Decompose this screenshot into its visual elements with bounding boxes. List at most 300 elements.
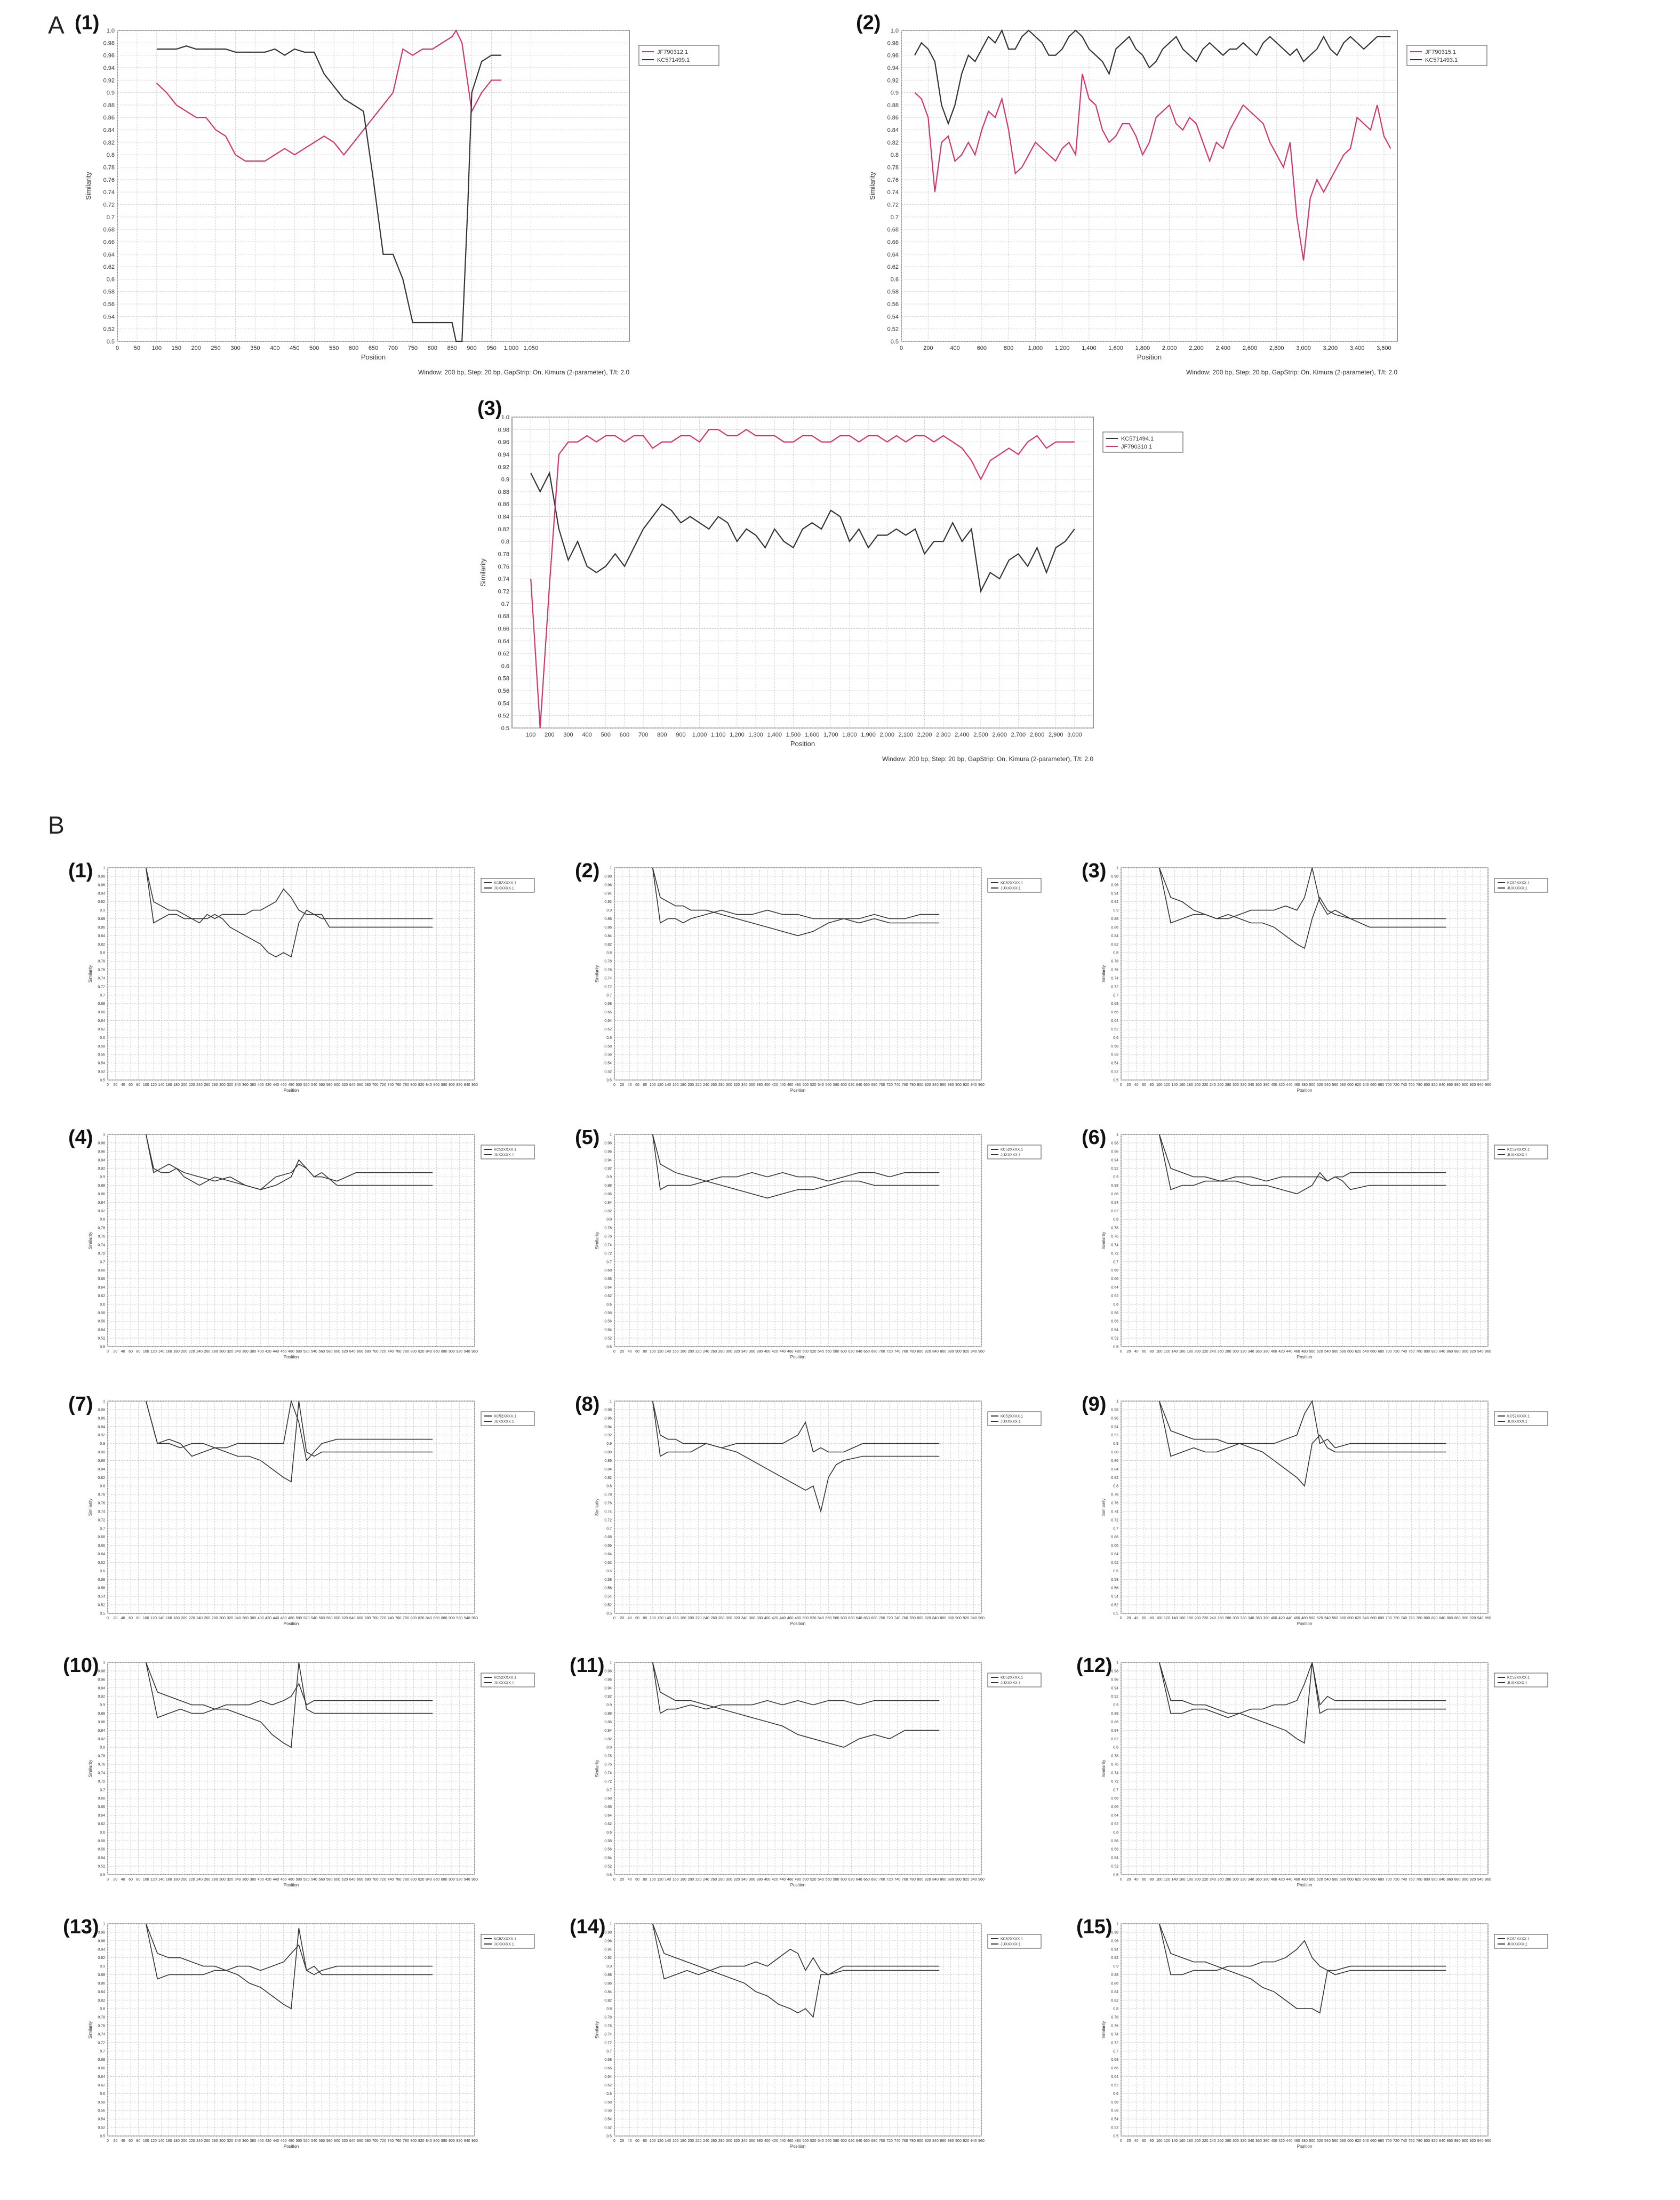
x-tick-label: 1,100 [711, 732, 726, 738]
x-tick-label: 740 [387, 1617, 394, 1620]
x-tick-label: 420 [1278, 1350, 1285, 1354]
x-tick-label: 680 [1378, 1617, 1385, 1620]
y-tick-label: 0.8 [606, 951, 612, 955]
y-tick-label: 0.62 [887, 264, 899, 271]
x-tick-label: 2,800 [1269, 345, 1284, 351]
x-tick-label: 520 [1316, 1617, 1323, 1620]
x-tick-label: 240 [703, 1878, 709, 1882]
x-tick-label: 700 [1385, 2139, 1392, 2143]
y-tick-label: 0.66 [604, 2067, 612, 2071]
y-tick-label: 0.66 [1111, 2067, 1118, 2071]
panel-label-b13: (13) [63, 1916, 99, 1938]
y-tick-label: 0.68 [498, 613, 509, 620]
y-tick-label: 0.8 [100, 1484, 105, 1489]
y-tick-label: 0.9 [1113, 1703, 1118, 1708]
y-tick-label: 0.86 [98, 1192, 105, 1196]
y-tick-label: 0.62 [98, 1294, 105, 1298]
x-tick-label: 760 [1408, 1083, 1415, 1087]
x-tick-label: 820 [418, 1617, 425, 1620]
x-tick-label: 60 [635, 1878, 639, 1882]
x-tick-label: 540 [818, 2139, 824, 2143]
x-tick-label: 300 [1233, 1617, 1239, 1620]
x-tick-label: 580 [1339, 2139, 1346, 2143]
y-tick-label: 0.94 [98, 892, 105, 896]
x-tick-label: 100 [649, 2139, 656, 2143]
chart-b9 [1099, 1395, 1568, 1645]
x-tick-label: 560 [318, 1878, 325, 1882]
x-tick-label: 580 [833, 1083, 839, 1087]
x-tick-label: 360 [749, 1350, 755, 1354]
x-tick-label: 60 [635, 1083, 639, 1087]
x-tick-label: 860 [940, 1878, 947, 1882]
y-tick-label: 0.88 [98, 1451, 105, 1455]
panel-label-a1: (1) [75, 12, 100, 34]
x-tick-label: 1,050 [523, 345, 539, 351]
x-tick-label: 320 [227, 1878, 234, 1882]
x-tick-label: 100 [1156, 1617, 1163, 1620]
x-tick-label: 620 [1355, 2139, 1362, 2143]
y-tick-label: 0.96 [604, 1417, 612, 1421]
x-tick-label: 880 [441, 2139, 447, 2143]
x-tick-label: 200 [1194, 2139, 1201, 2143]
legend-label-2: JUXXXXX.1 [494, 1681, 514, 1685]
y-tick-label: 0.78 [1111, 2015, 1118, 2020]
y-tick-label: 0.62 [604, 1027, 612, 1031]
x-tick-label: 520 [1316, 1083, 1323, 1087]
y-tick-label: 0.98 [604, 875, 612, 879]
x-tick-label: 820 [1431, 1083, 1438, 1087]
x-tick-label: 500 [295, 1350, 302, 1354]
x-tick-label: 600 [334, 1617, 340, 1620]
y-tick-label: 0.64 [1111, 1553, 1118, 1557]
x-tick-label: 360 [242, 1350, 249, 1354]
y-tick-label: 0.6 [606, 1302, 612, 1307]
x-tick-label: 600 [1347, 2139, 1354, 2143]
x-tick-label: 200 [545, 732, 555, 738]
y-tick-label: 0.56 [1111, 1053, 1118, 1057]
y-tick-label: 0.54 [887, 314, 899, 321]
x-tick-label: 280 [1225, 2139, 1231, 2143]
y-tick-label: 0.66 [103, 239, 115, 246]
y-tick-label: 0.52 [98, 2126, 105, 2130]
y-tick-label: 0.88 [1111, 1184, 1118, 1188]
x-tick-label: 920 [456, 1083, 463, 1087]
x-tick-label: 60 [635, 2139, 639, 2143]
y-tick-label: 0.54 [604, 1061, 612, 1066]
legend-label-1: KC52XXXX.1 [1001, 1414, 1023, 1419]
chart-b8 [592, 1395, 1061, 1645]
x-tick-label: 680 [871, 1617, 878, 1620]
x-tick-label: 1,800 [1135, 345, 1150, 351]
x-tick-label: 820 [924, 1083, 931, 1087]
plot-area [614, 868, 981, 1080]
x-tick-label: 640 [855, 1878, 862, 1882]
y-tick-label: 0.88 [98, 1973, 105, 1978]
x-tick-label: 640 [1362, 1083, 1369, 1087]
y-tick-label: 0.5 [1113, 1873, 1118, 1877]
x-tick-label: 580 [326, 1617, 333, 1620]
y-tick-label: 0.6 [100, 1830, 105, 1835]
x-axis-label: Position [790, 1088, 806, 1093]
x-tick-label: 40 [627, 1083, 632, 1087]
x-tick-label: 100 [142, 1878, 149, 1882]
x-tick-label: 340 [1247, 1350, 1254, 1354]
x-tick-label: 680 [364, 2139, 371, 2143]
y-tick-label: 0.86 [1111, 1192, 1118, 1196]
x-tick-label: 620 [848, 1350, 855, 1354]
plot-area [614, 1662, 981, 1875]
x-tick-label: 240 [196, 2139, 203, 2143]
y-tick-label: 0.66 [1111, 1544, 1118, 1548]
x-tick-label: 900 [955, 1617, 962, 1620]
y-tick-label: 0.96 [98, 1678, 105, 1682]
x-tick-label: 180 [173, 2139, 180, 2143]
x-axis-label: Position [283, 1621, 299, 1626]
y-tick-label: 0.88 [98, 917, 105, 922]
x-tick-label: 20 [113, 1083, 118, 1087]
x-tick-label: 100 [142, 1350, 149, 1354]
x-axis-label: Position [1297, 1883, 1313, 1887]
x-tick-label: 2,600 [992, 732, 1007, 738]
y-axis-label: Similarity [595, 2021, 599, 2039]
y-tick-label: 0.62 [98, 1561, 105, 1565]
y-tick-label: 0.64 [1111, 2075, 1118, 2079]
x-tick-label: 1,600 [1108, 345, 1123, 351]
y-tick-label: 0.86 [1111, 925, 1118, 930]
y-tick-label: 0.58 [604, 1839, 612, 1843]
x-tick-label: 480 [1301, 1617, 1308, 1620]
y-tick-label: 0.62 [98, 2083, 105, 2087]
y-tick-label: 0.76 [1111, 1763, 1118, 1767]
x-tick-label: 520 [810, 1878, 817, 1882]
y-tick-label: 0.94 [98, 1948, 105, 1952]
x-tick-label: 920 [963, 2139, 970, 2143]
y-tick-label: 0.72 [604, 1780, 612, 1784]
x-tick-label: 20 [1126, 2139, 1131, 2143]
y-tick-label: 0.72 [98, 1780, 105, 1784]
y-tick-label: 0.5 [890, 339, 899, 345]
y-tick-label: 0.8 [1113, 1746, 1118, 1750]
x-tick-label: 760 [901, 1350, 908, 1354]
y-tick-label: 0.54 [604, 1328, 612, 1332]
x-tick-label: 800 [410, 2139, 417, 2143]
y-tick-label: 0.82 [1111, 1209, 1118, 1213]
chart-b15 [1099, 1917, 1568, 2168]
x-tick-label: 620 [341, 1617, 348, 1620]
y-tick-label: 0.96 [604, 883, 612, 887]
chart-a1 [80, 24, 736, 392]
y-tick-label: 0.54 [1111, 1856, 1118, 1860]
x-tick-label: 2,700 [1011, 732, 1026, 738]
plot-area [108, 1134, 475, 1347]
y-tick-label: 0.88 [1111, 1451, 1118, 1455]
x-tick-label: 780 [1416, 1083, 1422, 1087]
x-tick-label: 960 [471, 1083, 478, 1087]
x-tick-label: 380 [756, 1878, 763, 1882]
x-tick-label: 320 [733, 1617, 740, 1620]
y-tick-label: 0.5 [606, 2134, 612, 2139]
y-tick-label: 0.82 [98, 1209, 105, 1213]
legend-label-2: JF790310.1 [1121, 444, 1153, 450]
x-tick-label: 220 [1202, 1878, 1209, 1882]
x-tick-label: 820 [418, 1878, 425, 1882]
y-axis-label: Similarity [88, 965, 93, 983]
y-tick-label: 0.98 [604, 1408, 612, 1412]
x-tick-label: 60 [635, 1350, 639, 1354]
plot-area [614, 1401, 981, 1613]
x-tick-label: 2,400 [1215, 345, 1231, 351]
x-tick-label: 600 [1347, 1350, 1354, 1354]
x-tick-label: 320 [1240, 1350, 1247, 1354]
y-tick-label: 0.8 [606, 1218, 612, 1222]
x-tick-label: 420 [265, 1878, 271, 1882]
x-tick-label: 3,200 [1323, 345, 1338, 351]
x-tick-label: 820 [1431, 1350, 1438, 1354]
x-tick-label: 400 [764, 1617, 771, 1620]
x-tick-label: 880 [441, 1350, 447, 1354]
x-tick-label: 500 [1309, 1617, 1316, 1620]
y-tick-label: 0.9 [1113, 1965, 1118, 1969]
x-tick-label: 80 [643, 1878, 647, 1882]
y-tick-label: 0.5 [1113, 1078, 1118, 1083]
x-tick-label: 700 [638, 732, 649, 738]
x-tick-label: 260 [204, 1350, 211, 1354]
x-tick-label: 800 [917, 2139, 924, 2143]
x-tick-label: 240 [196, 1878, 203, 1882]
x-tick-label: 80 [136, 1617, 141, 1620]
y-tick-label: 0.62 [1111, 1561, 1118, 1565]
y-tick-label: 0.88 [498, 489, 509, 495]
y-tick-label: 0.54 [604, 2117, 612, 2122]
y-tick-label: 0.58 [498, 675, 509, 682]
x-tick-label: 860 [433, 1083, 440, 1087]
x-tick-label: 380 [250, 1878, 257, 1882]
y-tick-label: 0.68 [887, 227, 899, 234]
x-tick-label: 440 [1286, 1083, 1293, 1087]
x-tick-label: 80 [643, 1083, 647, 1087]
y-tick-label: 0.58 [604, 2100, 612, 2105]
x-tick-label: 720 [886, 2139, 893, 2143]
x-tick-label: 820 [418, 2139, 425, 2143]
x-axis-label: Position [790, 1883, 806, 1887]
x-tick-label: 940 [463, 1878, 470, 1882]
x-tick-label: 860 [940, 1083, 947, 1087]
y-tick-label: 0.74 [604, 1510, 612, 1514]
x-tick-label: 160 [1179, 2139, 1186, 2143]
x-tick-label: 0 [107, 1878, 109, 1882]
y-tick-label: 0.96 [98, 1939, 105, 1943]
x-tick-label: 700 [372, 1083, 379, 1087]
x-tick-label: 600 [334, 2139, 340, 2143]
y-tick-label: 0.5 [100, 1612, 105, 1616]
x-tick-label: 720 [380, 1350, 386, 1354]
x-tick-label: 640 [1362, 1878, 1369, 1882]
x-axis-label: Position [1297, 1621, 1313, 1626]
x-tick-label: 260 [710, 1617, 717, 1620]
y-tick-label: 0.98 [98, 875, 105, 879]
y-tick-label: 0.94 [604, 1686, 612, 1691]
x-tick-label: 0 [613, 1617, 615, 1620]
x-tick-label: 740 [1401, 1617, 1407, 1620]
x-tick-label: 740 [1401, 1878, 1407, 1882]
x-axis-label: Position [790, 740, 815, 748]
x-tick-label: 920 [1469, 1083, 1476, 1087]
x-tick-label: 560 [1332, 1617, 1339, 1620]
y-tick-label: 0.68 [604, 1797, 612, 1801]
x-tick-label: 540 [1324, 1617, 1331, 1620]
x-tick-label: 1,000 [692, 732, 707, 738]
x-tick-label: 620 [341, 1350, 348, 1354]
y-tick-label: 0.86 [604, 1981, 612, 1986]
y-tick-label: 0.56 [604, 1319, 612, 1324]
x-tick-label: 280 [1225, 1350, 1231, 1354]
y-tick-label: 0.8 [100, 951, 105, 955]
chart-a2 [864, 24, 1504, 392]
y-tick-label: 0.52 [1111, 1865, 1118, 1869]
y-tick-label: 0.88 [604, 1973, 612, 1978]
y-tick-label: 0.6 [606, 1569, 612, 1573]
y-tick-label: 0.5 [606, 1873, 612, 1877]
x-tick-label: 920 [1469, 2139, 1476, 2143]
y-tick-label: 0.84 [1111, 1729, 1118, 1733]
y-tick-label: 0.72 [1111, 1780, 1118, 1784]
y-tick-label: 0.98 [604, 1141, 612, 1146]
x-tick-label: 700 [878, 1083, 885, 1087]
x-tick-label: 520 [810, 2139, 817, 2143]
y-tick-label: 0.78 [1111, 1493, 1118, 1497]
x-tick-label: 960 [978, 1350, 985, 1354]
y-tick-label: 0.8 [100, 1218, 105, 1222]
y-tick-label: 0.52 [604, 1070, 612, 1074]
y-tick-label: 0.94 [98, 1686, 105, 1691]
x-tick-label: 580 [833, 1617, 839, 1620]
x-tick-label: 700 [1385, 1350, 1392, 1354]
x-tick-label: 360 [1255, 1878, 1262, 1882]
y-tick-label: 0.52 [604, 2126, 612, 2130]
y-tick-label: 0.92 [98, 1956, 105, 1961]
x-tick-label: 440 [273, 1617, 279, 1620]
x-tick-label: 740 [894, 1083, 901, 1087]
y-tick-label: 0.52 [1111, 1603, 1118, 1607]
x-tick-label: 760 [395, 1878, 402, 1882]
legend-label-2: JUXXXXX.1 [494, 1153, 514, 1157]
x-tick-label: 2,000 [1162, 345, 1177, 351]
y-tick-label: 0.76 [1111, 1235, 1118, 1239]
x-tick-label: 80 [1149, 1083, 1154, 1087]
y-tick-label: 0.56 [604, 2109, 612, 2113]
legend-label-1: KC52XXXX.1 [1001, 1676, 1023, 1680]
x-tick-label: 100 [649, 1878, 656, 1882]
y-tick-label: 0.74 [498, 576, 509, 583]
y-tick-label: 0.76 [98, 2024, 105, 2028]
x-tick-label: 0 [107, 1617, 109, 1620]
x-tick-label: 640 [855, 2139, 862, 2143]
y-tick-label: 0.9 [100, 1965, 105, 1969]
x-tick-label: 940 [970, 1617, 977, 1620]
y-tick-label: 0.84 [103, 127, 115, 134]
x-tick-label: 700 [878, 2139, 885, 2143]
x-tick-label: 900 [955, 1083, 962, 1087]
x-tick-label: 680 [364, 1083, 371, 1087]
x-tick-label: 600 [334, 1083, 340, 1087]
y-tick-label: 0.84 [1111, 1201, 1118, 1205]
x-tick-label: 520 [303, 1083, 310, 1087]
y-tick-label: 0.66 [98, 2067, 105, 2071]
x-tick-label: 880 [1454, 1350, 1461, 1354]
y-tick-label: 0.84 [1111, 934, 1118, 938]
x-tick-label: 780 [403, 2139, 409, 2143]
x-tick-label: 280 [718, 1878, 725, 1882]
y-tick-label: 0.72 [103, 202, 115, 209]
x-tick-label: 80 [643, 1617, 647, 1620]
y-tick-label: 0.88 [604, 1184, 612, 1188]
y-tick-label: 0.74 [887, 189, 899, 196]
x-tick-label: 960 [471, 1617, 478, 1620]
x-tick-label: 900 [1462, 1083, 1468, 1087]
x-tick-label: 500 [601, 732, 611, 738]
y-tick-label: 0.84 [98, 1990, 105, 1994]
y-tick-label: 0.76 [887, 177, 899, 183]
y-axis-label: Similarity [1101, 1498, 1106, 1516]
x-tick-label: 220 [695, 1083, 702, 1087]
x-tick-label: 80 [136, 1878, 141, 1882]
x-tick-label: 420 [772, 1617, 778, 1620]
x-tick-label: 340 [1247, 2139, 1254, 2143]
y-tick-label: 0.52 [103, 326, 115, 333]
x-tick-label: 660 [357, 1878, 363, 1882]
x-tick-label: 860 [940, 1617, 947, 1620]
y-tick-label: 0.74 [1111, 2033, 1118, 2037]
x-tick-label: 460 [787, 1350, 794, 1354]
x-tick-label: 680 [1378, 1083, 1385, 1087]
x-tick-label: 540 [818, 1350, 824, 1354]
x-tick-label: 460 [1293, 1617, 1300, 1620]
x-tick-label: 100 [649, 1083, 656, 1087]
y-tick-label: 0.64 [498, 638, 509, 645]
y-tick-label: 0.98 [1111, 875, 1118, 879]
x-tick-label: 260 [204, 1878, 211, 1882]
y-tick-label: 0.74 [604, 977, 612, 981]
x-tick-label: 900 [449, 1350, 455, 1354]
x-tick-label: 820 [1431, 2139, 1438, 2143]
x-tick-label: 320 [733, 1878, 740, 1882]
x-tick-label: 280 [211, 2139, 218, 2143]
x-tick-label: 460 [280, 1083, 287, 1087]
x-tick-label: 1,200 [730, 732, 745, 738]
x-tick-label: 500 [802, 1350, 809, 1354]
x-tick-label: 300 [1233, 1350, 1239, 1354]
y-tick-label: 0.7 [1113, 994, 1118, 998]
chart-b2 [592, 861, 1061, 1112]
y-tick-label: 0.62 [604, 1294, 612, 1298]
legend-label-2: JUXXXXX.1 [494, 886, 514, 891]
y-tick-label: 0.76 [1111, 1501, 1118, 1506]
y-tick-label: 0.66 [98, 1277, 105, 1282]
y-tick-label: 0.56 [604, 1847, 612, 1852]
y-tick-label: 0.86 [498, 501, 509, 508]
x-tick-label: 40 [627, 1878, 632, 1882]
panel-label-b4: (4) [68, 1126, 93, 1149]
x-tick-label: 360 [1255, 1350, 1262, 1354]
x-tick-label: 680 [364, 1350, 371, 1354]
y-tick-label: 0.96 [604, 1678, 612, 1682]
x-tick-label: 400 [582, 732, 592, 738]
legend-label-2: KC571499.1 [657, 57, 690, 63]
x-axis-label: Position [790, 2144, 806, 2149]
x-tick-label: 780 [403, 1083, 409, 1087]
x-tick-label: 280 [718, 1083, 725, 1087]
y-tick-label: 0.64 [1111, 1286, 1118, 1290]
